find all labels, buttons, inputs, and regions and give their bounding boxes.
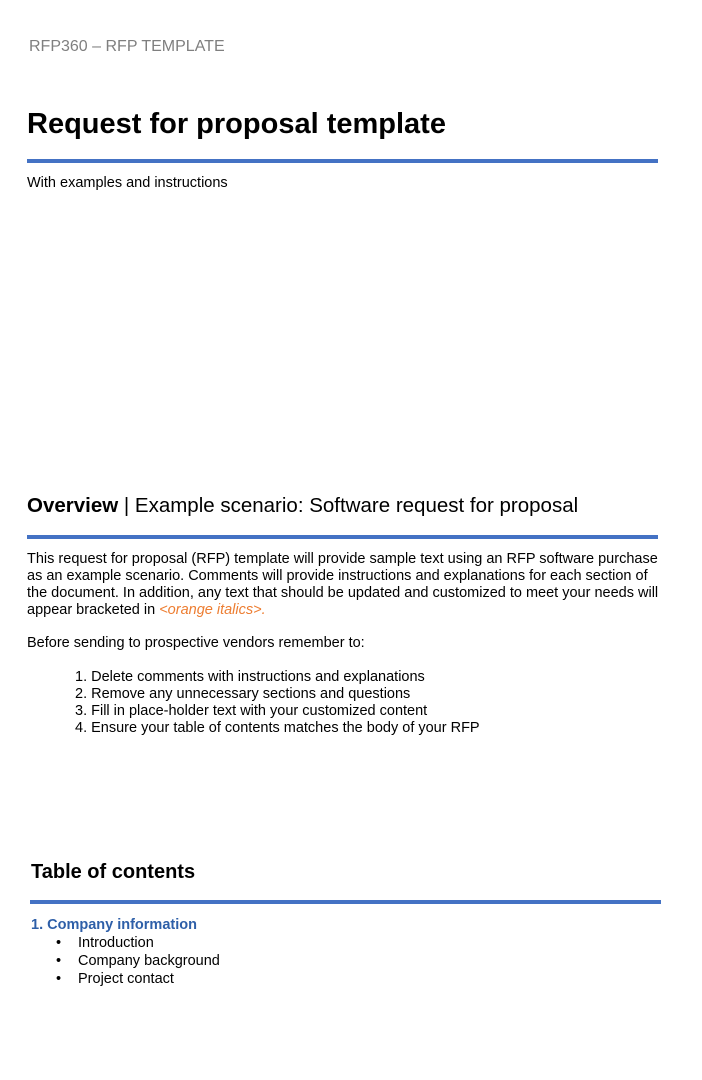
reminder-step: 4. Ensure your table of contents matches the body of your RFP (75, 720, 480, 736)
overview-divider (27, 535, 658, 539)
title-divider (27, 159, 658, 163)
toc-item-label: Company background (78, 953, 220, 969)
bullet-icon: • (56, 971, 62, 987)
reminder-steps-list (75, 669, 480, 737)
page-title: Request for proposal template (27, 108, 446, 140)
overview-heading-separator: | (118, 494, 135, 517)
overview-paragraph-text: This request for proposal (RFP) template will provide sample text using an RFP software purchase as an example scenario. Comments will provide instructions and explanations for each section of the document. In addition, any text that should be updated and customized to meet your needs will appear bracketed in (27, 551, 659, 618)
toc-items-list (56, 934, 220, 988)
toc-item-company-background[interactable] (56, 952, 220, 970)
page-subtitle: With examples and instructions (27, 175, 228, 191)
toc-item-introduction[interactable] (56, 934, 220, 952)
toc-section-company-information[interactable]: 1. Company information (31, 917, 197, 933)
toc-item-label: Introduction (78, 935, 154, 951)
toc-item-project-contact[interactable] (56, 970, 220, 988)
overview-heading (27, 492, 578, 520)
overview-heading-scenario: Example scenario: Software request for proposal (134, 494, 579, 517)
reminder-step: 1. Delete comments with instructions and explanations (75, 669, 425, 685)
reminder-step: 3. Fill in place-holder text with your customized content (75, 703, 428, 719)
overview-heading-bold: Overview (27, 494, 119, 517)
bullet-icon: • (56, 953, 62, 969)
bullet-icon: • (56, 935, 62, 951)
placeholder-example: <orange italics>. (159, 602, 266, 618)
reminder-step: 2. Remove any unnecessary sections and questions (75, 686, 411, 702)
overview-paragraph (27, 551, 667, 619)
toc-item-label: Project contact (78, 971, 174, 987)
reminder-intro: Before sending to prospective vendors remember to: (27, 635, 365, 651)
toc-heading: Table of contents (31, 861, 196, 883)
toc-divider (30, 900, 661, 904)
document-header-label: RFP360 – RFP TEMPLATE (29, 38, 225, 55)
